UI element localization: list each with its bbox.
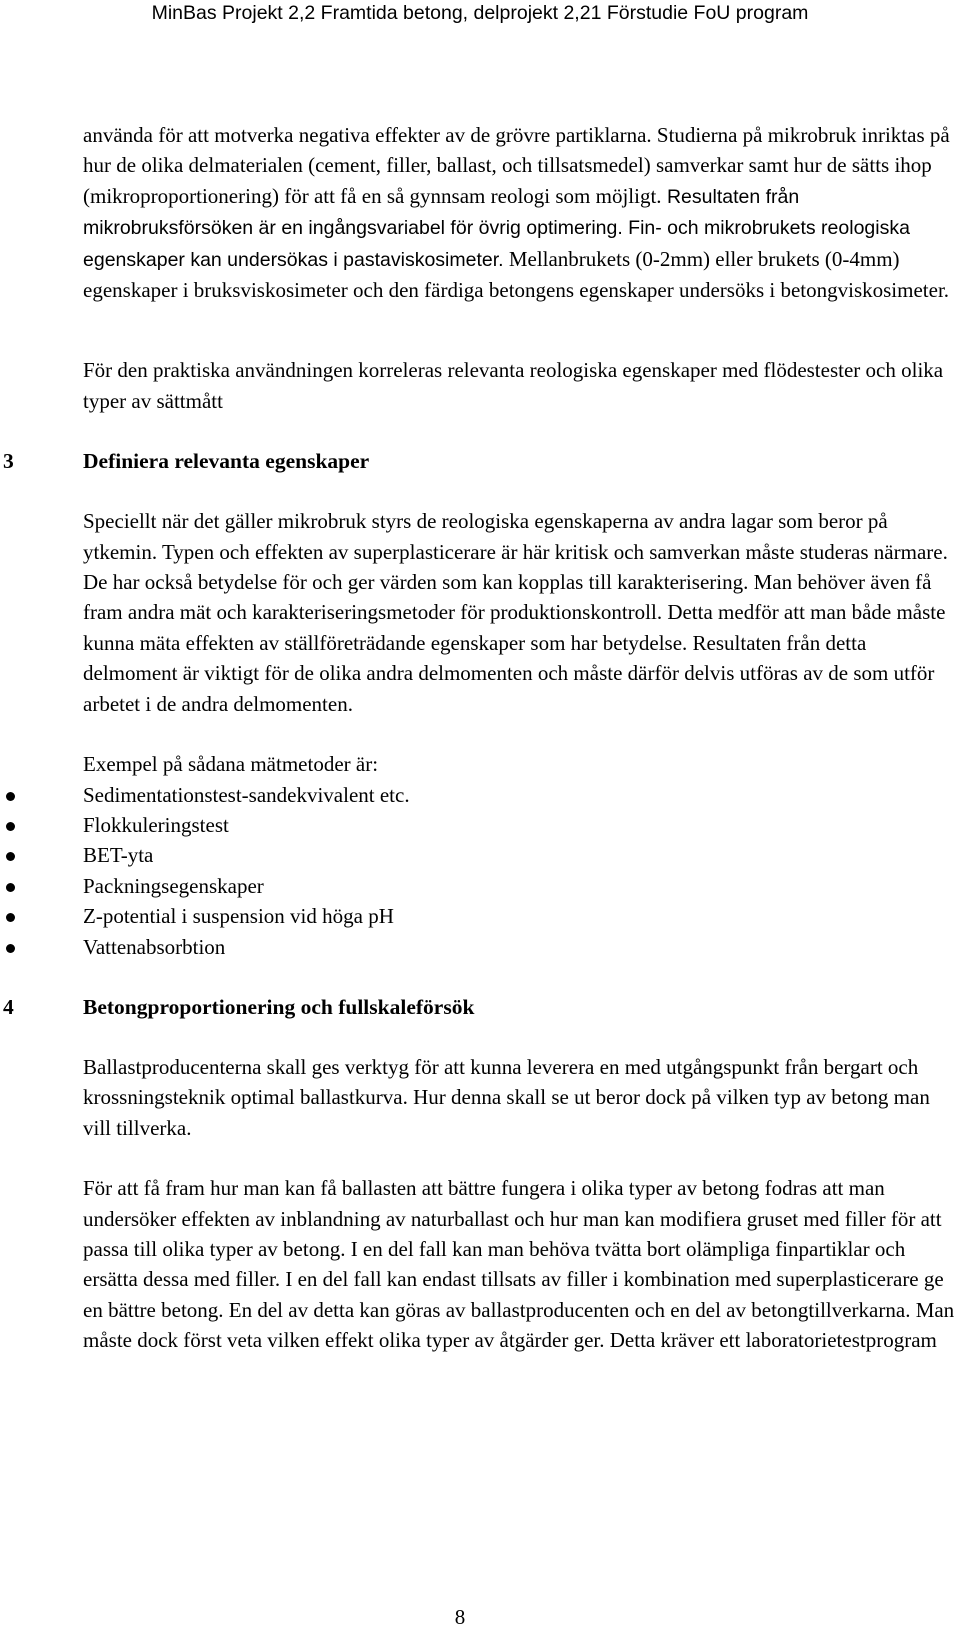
bullet-icon (6, 913, 15, 922)
section-4-heading (3, 992, 960, 1022)
list-item (83, 871, 960, 901)
section-3-paragraph: Speciellt när det gäller mikrobruk styrs de reologiska egenskaperna av andra lagar som beror på ytkemin. Typen och effekten av superplasticerare är här kritisk och samverkan måste studeras närmare. De har också betydelse för och ger värden som kan kopplas till karakterisering. Man behöver även få fram andra mät och karakteriseringsmetoder för produktionskontroll. Detta medför att man både måste kunna mäta effekten av ställföreträdande egenskaper som har betydelse. Resultaten från detta delmoment är viktigt för de olika andra delmomenten och måste därför delvis utföras av de som utför arbetet i de andra delmomenten. (83, 509, 948, 716)
section-3-number: 3 (3, 449, 14, 474)
paragraph-intro-part-3: Mellanbrukets (0-2mm) eller brukets (0-4mm) egenskaper i bruksviskosimeter och den färdiga betongens egenskaper undersöks i betongviskosimeter. (83, 246, 950, 303)
section-4-paragraph-1: Ballastproducenterna skall ges verktyg för att kunna leverera en med utgångspunkt från bergart och krossningsteknik optimal ballastkurva. Hur denna skall se ut beror dock på vilken typ av betong man vill tillverka. (83, 1054, 930, 1140)
section-4-paragraph-2: För att få fram hur man kan få ballasten att bättre fungera i olika typer av betong fodras att man undersöker effekten av inblandning av naturballast och hur man kan modifiera gruset med filler för att passa till olika typer av betong. I en del fall kan man behöva tvätta bort olämpliga finpartiklar och ersätta dessa med filler. I en del fall kan endast tillsats av filler i kombination med superplasticerare ge en bättre betong. En del av detta kan göras av ballastproducenten och en del av betongtillverkarna. Man måste dock först veta vilken effekt olika typer av åtgärder ger. Detta kräver ett laboratorietestprogram (83, 1176, 955, 1353)
list-intro: Exempel på sådana mätmetoder är: (83, 752, 379, 777)
paragraph-intro-part-2: Resultaten från mikrobruksförsöken är en ingångsvariabel för övrig optimering. Fin- och mikrobrukets reologiska egenskaper kan undersökas i pastaviskosimeter. (83, 185, 910, 271)
list-item-text: Packningsegenskaper (83, 873, 264, 898)
bullet-icon (6, 883, 15, 892)
paragraph-practical-use: För den praktiska användningen korreleras relevanta reologiska egenskaper med flödestester och olika typer av sättmått (83, 358, 944, 413)
list-item-text: Vattenabsorbtion (83, 934, 226, 959)
list-item-text: BET-yta (83, 843, 154, 868)
document-body (3, 120, 960, 1356)
list-item-text: Flokkuleringstest (83, 812, 229, 837)
section-4-title: Betongproportionering och fullskaleförsök (83, 994, 475, 1019)
list-item (83, 932, 960, 962)
page-number: 8 (454, 1605, 466, 1629)
list-item-text: Sedimentationstest-sandekvivalent etc. (83, 782, 410, 807)
list-item (83, 901, 960, 931)
bullet-icon (6, 822, 15, 831)
list-item (83, 810, 960, 840)
list-item (83, 780, 960, 810)
bullet-icon (6, 792, 15, 801)
list-item-text: Z-potential i suspension vid höga pH (83, 904, 394, 929)
paragraph-intro-part-1: använda för att motverka negativa effekter av de grövre partiklarna. Studierna på mikrobruk inriktas på hur de olika delmaterialen (cement, filler, ballast, och tillsatsmedel) samverkar samt hur de sätts ihop (mikroproportionering) för att få en så gynnsam reologi som möjligt. (83, 123, 950, 208)
section-3-heading (3, 446, 960, 476)
list-item (83, 840, 960, 870)
section-3-title: Definiera relevanta egenskaper (83, 449, 370, 474)
methods-list (83, 780, 960, 962)
bullet-icon (6, 944, 15, 953)
page-header: MinBas Projekt 2,2 Framtida betong, delprojekt 2,21 Förstudie FoU program (151, 2, 809, 24)
paragraph-intro (83, 120, 960, 305)
section-4-number: 4 (3, 994, 14, 1019)
bullet-icon (6, 852, 15, 861)
